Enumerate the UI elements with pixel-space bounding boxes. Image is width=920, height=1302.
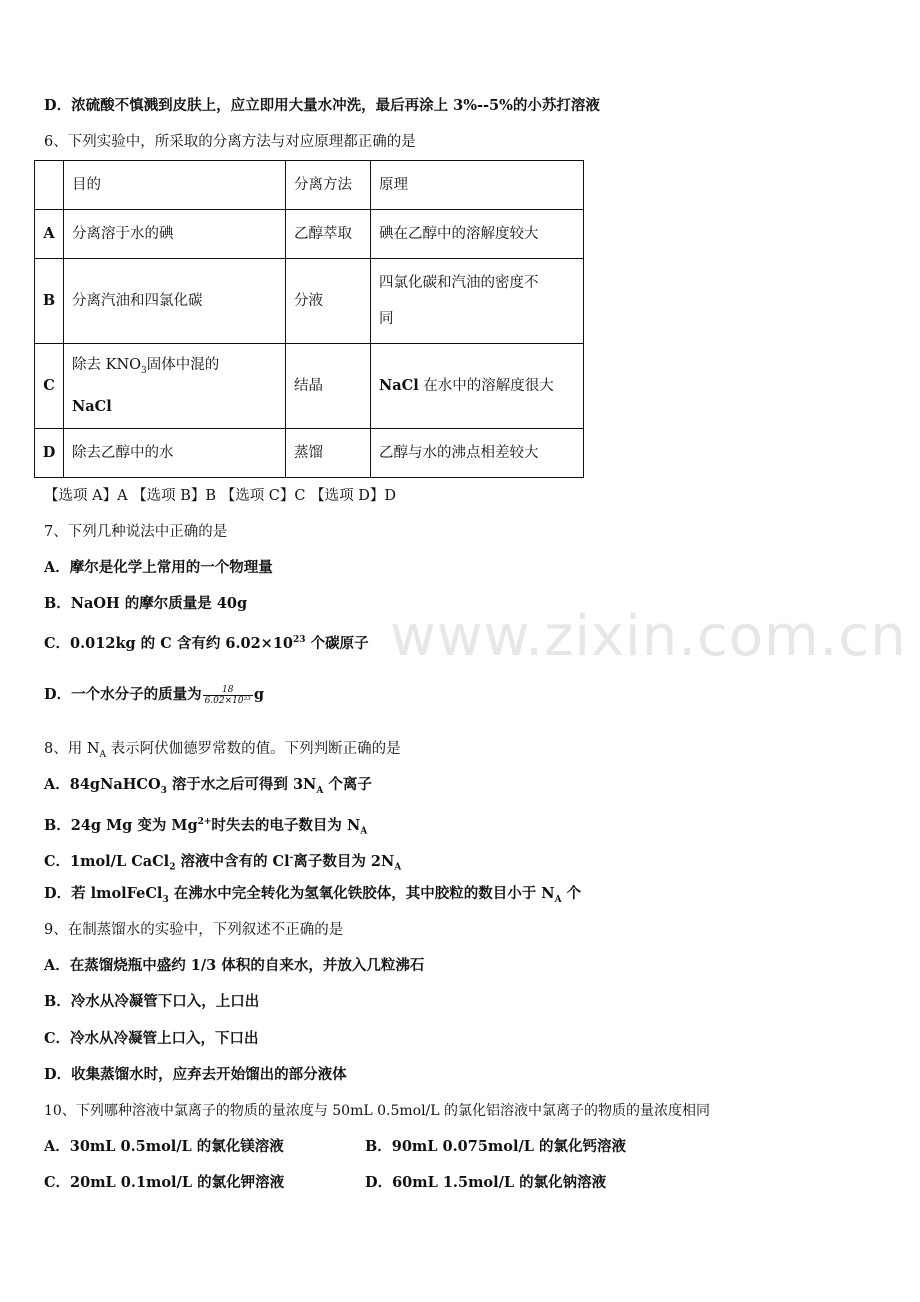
text: 离子数目为 2N bbox=[293, 852, 395, 870]
table-row bbox=[35, 429, 584, 478]
text: 固体中混的 bbox=[146, 357, 220, 374]
q7-option-c bbox=[44, 630, 369, 654]
q6-options: 【选项 A】A 【选项 B】B 【选项 C】C 【选项 D】D bbox=[44, 488, 396, 504]
text: NaCl bbox=[379, 377, 419, 394]
text: 8、用 N bbox=[44, 741, 100, 757]
text: 时失去的电子数目为 N bbox=[211, 816, 361, 834]
q8-stem bbox=[44, 739, 401, 765]
q8-option-a bbox=[44, 775, 372, 801]
q9-option-b: B．冷水从冷凝管下口入，上口出 bbox=[44, 993, 260, 1010]
text: 个离子 bbox=[323, 776, 372, 793]
table-row bbox=[35, 210, 584, 259]
text: g bbox=[253, 686, 264, 703]
cell-method: 乙醇萃取 bbox=[286, 210, 371, 259]
table-row bbox=[35, 344, 584, 429]
cell-purpose: 除去乙醇中的水 bbox=[64, 429, 286, 478]
subscript: A bbox=[316, 785, 324, 796]
text: A．84gNaHCO bbox=[44, 776, 161, 793]
table-row bbox=[35, 161, 584, 210]
q9-option-c: C．冷水从冷凝管上口入，下口出 bbox=[44, 1030, 259, 1047]
q6-table bbox=[34, 160, 584, 478]
table-header-method: 分离方法 bbox=[286, 161, 371, 210]
cell-principle: 碘在乙醇中的溶解度较大 bbox=[371, 210, 584, 259]
q8-option-d bbox=[44, 884, 581, 910]
cell-purpose: 分离溶于水的碘 bbox=[64, 210, 286, 259]
text: 个碳原子 bbox=[305, 634, 369, 652]
q10-option-c: C．20mL 0.1mol/L 的氯化钾溶液 bbox=[44, 1174, 285, 1191]
text: D．一个水分子的质量为 bbox=[44, 686, 202, 703]
cell-principle: 乙醇与水的沸点相差较大 bbox=[371, 429, 584, 478]
text: 个 bbox=[561, 885, 582, 902]
table-header-purpose: 目的 bbox=[64, 161, 286, 210]
fraction-denominator: 6.02×10²³ bbox=[204, 695, 251, 706]
subscript: 3 bbox=[162, 894, 169, 905]
text: 溶于水之后可得到 3N bbox=[166, 776, 317, 793]
text: 在水中的溶解度很大 bbox=[418, 378, 554, 394]
q8-option-c bbox=[44, 848, 401, 878]
q10-option-a bbox=[44, 1137, 284, 1157]
text: NaCl bbox=[72, 397, 112, 415]
subscript: A bbox=[554, 894, 562, 905]
subscript: A bbox=[360, 826, 368, 837]
q10-stem: 10、下列哪种溶液中氯离子的物质的量浓度与 50mL 0.5mol/L 的氯化铝溶液中氯离子的物质的量浓度相同 bbox=[44, 1103, 711, 1119]
watermark: www.zixin.com.cn bbox=[390, 604, 907, 669]
cell-principle-line2: 同 bbox=[379, 311, 394, 327]
q8-option-b bbox=[44, 812, 367, 842]
q7-stem: 7、下列几种说法中正确的是 bbox=[44, 524, 228, 540]
q7-option-b: B．NaOH 的摩尔质量是 40g bbox=[44, 595, 248, 612]
text: D．若 lmolFeCl bbox=[44, 885, 163, 902]
superscript: 2+ bbox=[197, 817, 212, 827]
cell-method: 分液 bbox=[286, 259, 371, 344]
q9-option-d: D．收集蒸馏水时，应弃去开始馏出的部分液体 bbox=[44, 1066, 347, 1083]
row-label: A bbox=[35, 210, 64, 259]
text: C．1mol/L CaCl bbox=[44, 852, 170, 870]
subscript: 3 bbox=[160, 785, 167, 796]
text: 在沸水中完全转化为氢氧化铁胶体，其中胶粒的数目小于 N bbox=[168, 885, 555, 902]
cell-purpose bbox=[64, 344, 286, 429]
q7-option-a: A．摩尔是化学上常用的一个物理量 bbox=[44, 559, 273, 576]
cell-purpose: 分离汽油和四氯化碳 bbox=[64, 259, 286, 344]
subscript: 3 bbox=[141, 365, 147, 376]
text: 除去 KNO bbox=[72, 357, 142, 374]
q9-option-a: A．在蒸馏烧瓶中盛约 1/3 体积的自来水，并放入几粒沸石 bbox=[44, 957, 425, 974]
text: 表示阿伏伽德罗常数的值。下列判断正确的是 bbox=[106, 741, 401, 757]
q9-stem: 9、在制蒸馏水的实验中，下列叙述不正确的是 bbox=[44, 922, 344, 938]
q10-option-b: B．90mL 0.075mol/L 的氯化钙溶液 bbox=[365, 1138, 626, 1155]
table-row bbox=[35, 259, 584, 344]
superscript: 23 bbox=[293, 635, 306, 645]
text: C．0.012kg 的 C 含有约 6.02×10 bbox=[44, 634, 294, 652]
text: A．30mL 0.5mol/L 的氯化镁溶液 bbox=[44, 1138, 284, 1155]
subscript: 2 bbox=[169, 862, 176, 873]
cell-principle-line1: 四氯化碳和汽油的密度不 bbox=[379, 275, 539, 291]
q5-option-d: D．浓硫酸不慎溅到皮肤上，应立即用大量水冲洗，最后再涂上 3%--5%的小苏打溶液 bbox=[44, 97, 600, 114]
cell-method: 结晶 bbox=[286, 344, 371, 429]
row-label: B bbox=[35, 259, 64, 344]
text: B．24g Mg 变为 Mg bbox=[44, 816, 198, 834]
q7-option-d bbox=[44, 680, 264, 710]
table-cell bbox=[35, 161, 64, 210]
row-label: D bbox=[35, 429, 64, 478]
fraction bbox=[203, 685, 253, 706]
cell-method: 蒸馏 bbox=[286, 429, 371, 478]
cell-principle bbox=[371, 259, 584, 344]
text: 溶液中含有的 Cl bbox=[175, 852, 290, 870]
cell-principle bbox=[371, 344, 584, 429]
q6-stem: 6、下列实验中，所采取的分离方法与对应原理都正确的是 bbox=[44, 134, 416, 150]
fraction-numerator: 18 bbox=[203, 685, 253, 696]
row-label: C bbox=[35, 344, 64, 429]
table-header-principle: 原理 bbox=[371, 161, 584, 210]
q10-option-d: D．60mL 1.5mol/L 的氯化钠溶液 bbox=[365, 1174, 607, 1191]
subscript: A bbox=[99, 749, 107, 760]
superscript: - bbox=[289, 853, 294, 863]
subscript: A bbox=[394, 862, 402, 873]
